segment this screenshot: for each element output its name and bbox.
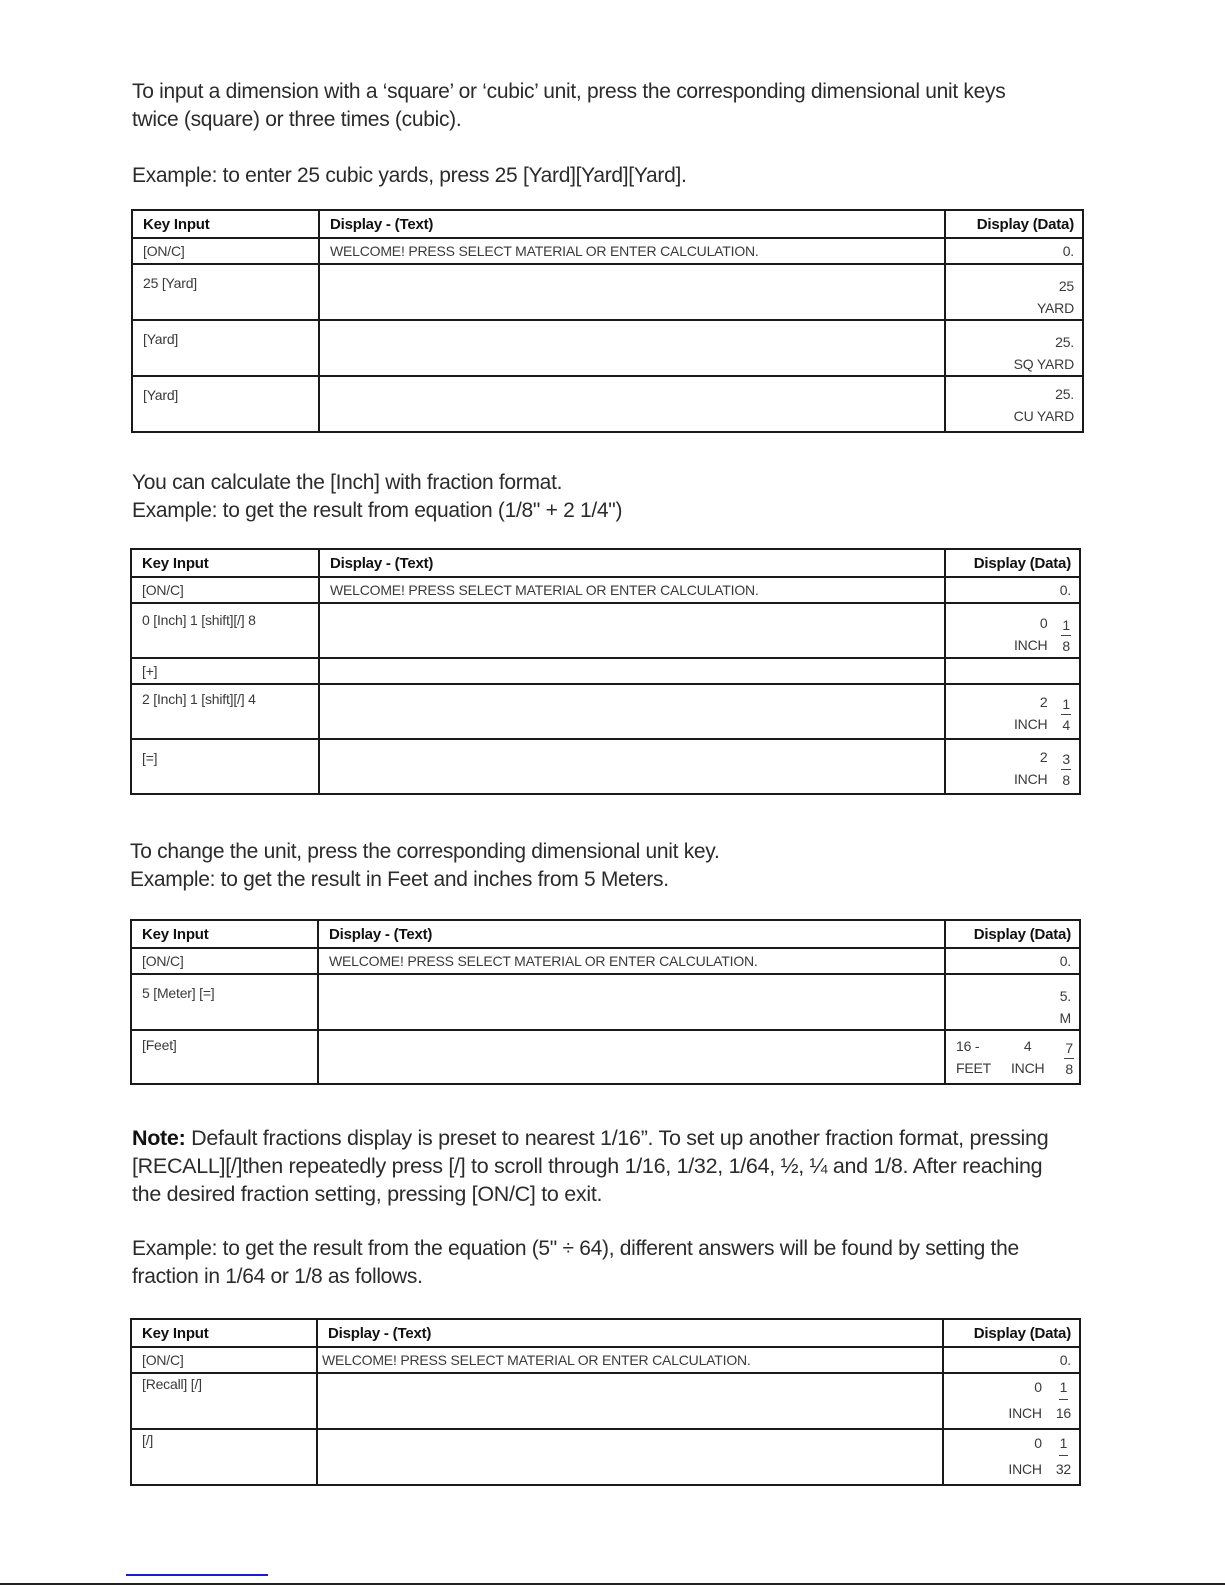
- header-display-data: Display (Data): [945, 210, 1083, 238]
- display-data-cell: [945, 684, 1080, 739]
- table-row: [131, 1429, 1080, 1485]
- fraction-numerator: 3: [1061, 750, 1071, 770]
- header-key-input: Key Input: [131, 549, 319, 577]
- header-display-text: Display - (Text): [318, 920, 945, 948]
- display-data-cell: 0.: [945, 577, 1080, 603]
- display-unit: CU YARD: [1013, 408, 1074, 424]
- key-input-cell: [=]: [131, 739, 319, 794]
- key-input-cell: [Recall] [/]: [131, 1373, 317, 1429]
- display-value: 5.: [1059, 988, 1071, 1004]
- fraction-intro-line-2: Example: to get the result from equation (1/8" + 2 1/4"): [132, 499, 623, 522]
- display-text-cell: [319, 739, 945, 794]
- display-unit: INCH: [1013, 637, 1048, 653]
- table-header-row: [131, 920, 1080, 948]
- display-text-cell: WELCOME! PRESS SELECT MATERIAL OR ENTER CALCULATION.: [318, 948, 945, 974]
- table-row: [131, 948, 1080, 974]
- display-unit: INCH: [1008, 1405, 1042, 1421]
- fraction-setting-line-2: fraction in 1/64 or 1/8 as follows.: [132, 1265, 423, 1288]
- display-text-cell: [319, 320, 945, 376]
- display-data-cell: [945, 320, 1083, 376]
- display-data-cell: 0.: [945, 238, 1083, 264]
- header-key-input: Key Input: [132, 210, 319, 238]
- fraction-denominator: 32: [1055, 1461, 1071, 1477]
- header-display-text: Display - (Text): [319, 549, 945, 577]
- link-underline: [126, 1574, 268, 1576]
- fraction-numerator: 1: [1059, 1431, 1069, 1456]
- intro-paragraph: [132, 78, 1005, 134]
- intro-example: Example: to enter 25 cubic yards, press 25 [Yard][Yard][Yard].: [132, 164, 687, 187]
- display-unit: YARD: [1036, 300, 1074, 316]
- header-display-data: Display (Data): [943, 1319, 1080, 1347]
- header-key-input: Key Input: [131, 920, 318, 948]
- intro-line-2: twice (square) or three times (cubic).: [132, 108, 462, 131]
- table-header-row: [131, 1319, 1080, 1347]
- display-data-cell: 0.: [943, 1347, 1080, 1373]
- table-row: [131, 603, 1080, 658]
- fraction-numerator: 1: [1059, 1375, 1069, 1400]
- display-data-cell: [945, 974, 1080, 1030]
- header-display-text: Display - (Text): [317, 1319, 943, 1347]
- display-unit: INCH: [1013, 771, 1048, 787]
- display-fraction: [1056, 1375, 1071, 1426]
- note-line-1: Default fractions display is preset to nearest 1/16”. To set up another fraction format, pressing: [185, 1126, 1049, 1150]
- display-text-cell: [319, 684, 945, 739]
- display-unit: INCH: [1013, 716, 1048, 732]
- display-data-cell: [945, 739, 1080, 794]
- header-display-data: Display (Data): [945, 549, 1080, 577]
- display-feet: 16 -: [956, 1038, 980, 1054]
- display-data-cell: [943, 1373, 1080, 1429]
- display-text-cell: [317, 1373, 943, 1429]
- note-label: Note:: [132, 1126, 186, 1150]
- table-row: [131, 1373, 1080, 1429]
- inch-fraction-table: [130, 548, 1081, 795]
- fraction-numerator: 1: [1061, 616, 1071, 636]
- key-input-cell: [ON/C]: [131, 1347, 317, 1373]
- display-text-cell: WELCOME! PRESS SELECT MATERIAL OR ENTER CALCULATION.: [317, 1347, 943, 1373]
- header-display-data: Display (Data): [945, 920, 1080, 948]
- display-text-cell: [318, 1030, 945, 1084]
- fraction-setting-table: [130, 1318, 1081, 1486]
- display-unit: INCH: [1008, 1461, 1042, 1477]
- header-key-input: Key Input: [131, 1319, 317, 1347]
- display-text-cell: [319, 264, 945, 320]
- table-row: [131, 577, 1080, 603]
- display-feet-unit: FEET: [956, 1060, 991, 1076]
- display-whole: 2: [1039, 694, 1048, 710]
- note-line-3: the desired fraction setting, pressing [ON/C] to exit.: [132, 1182, 603, 1206]
- fraction-denominator: 8: [1062, 638, 1070, 654]
- table-row: [131, 1347, 1080, 1373]
- unit-change-line-2: Example: to get the result in Feet and inches from 5 Meters.: [130, 868, 669, 891]
- display-fraction: [1061, 750, 1071, 790]
- unit-change-intro: [130, 838, 719, 894]
- fraction-setting-example: [132, 1235, 1019, 1291]
- key-input-cell: [Yard]: [132, 376, 319, 432]
- display-fraction: [1056, 1431, 1071, 1482]
- table-header-row: [131, 549, 1080, 577]
- header-display-text: Display - (Text): [319, 210, 945, 238]
- display-data-cell: [945, 658, 1080, 684]
- key-input-cell: [ON/C]: [132, 238, 319, 264]
- display-unit: SQ YARD: [1013, 356, 1074, 372]
- display-fraction: [1064, 1039, 1074, 1079]
- table-row: [132, 238, 1083, 264]
- display-value: 25: [1058, 278, 1074, 294]
- table-row: [132, 376, 1083, 432]
- display-data-cell: 0.: [945, 948, 1080, 974]
- table-row: [132, 320, 1083, 376]
- display-fraction: [1061, 695, 1071, 735]
- fraction-setting-line-1: Example: to get the result from the equation (5" ÷ 64), different answers will be found by setting the: [132, 1237, 1019, 1260]
- key-input-cell: [Feet]: [131, 1030, 318, 1084]
- table-row: [131, 684, 1080, 739]
- display-fraction: [1061, 616, 1071, 656]
- key-input-cell: 5 [Meter] [=]: [131, 974, 318, 1030]
- display-text-cell: WELCOME! PRESS SELECT MATERIAL OR ENTER CALCULATION.: [319, 577, 945, 603]
- display-inch-unit: INCH: [1010, 1060, 1045, 1076]
- display-text-cell: [317, 1429, 943, 1485]
- display-text-cell: WELCOME! PRESS SELECT MATERIAL OR ENTER CALCULATION.: [319, 238, 945, 264]
- key-input-cell: [Yard]: [132, 320, 319, 376]
- fraction-intro: [132, 469, 622, 525]
- display-data-cell: [945, 603, 1080, 658]
- display-whole: 0: [1039, 615, 1048, 631]
- display-data-cell: [943, 1429, 1080, 1485]
- fraction-numerator: 7: [1064, 1039, 1074, 1059]
- key-input-cell: 0 [Inch] 1 [shift][/] 8: [131, 603, 319, 658]
- display-whole: 2: [1039, 749, 1048, 765]
- display-whole: 0: [1034, 1435, 1042, 1451]
- fraction-numerator: 1: [1061, 695, 1071, 715]
- display-data-cell: [945, 264, 1083, 320]
- note-line-2: [RECALL][/]then repeatedly press [/] to scroll through 1/16, 1/32, 1/64, ½, ¼ and 1/8. After reaching: [132, 1154, 1043, 1178]
- display-data-cell: [945, 376, 1083, 432]
- note-paragraph: [132, 1124, 1048, 1208]
- key-input-cell: 25 [Yard]: [132, 264, 319, 320]
- table-row: [131, 739, 1080, 794]
- display-unit: M: [1059, 1010, 1071, 1026]
- display-inch: 4: [1023, 1038, 1032, 1054]
- display-whole: 0: [1034, 1379, 1042, 1395]
- fraction-denominator: 8: [1065, 1061, 1073, 1077]
- display-value: 25.: [1055, 386, 1074, 402]
- key-input-cell: [ON/C]: [131, 577, 319, 603]
- table-row: [131, 658, 1080, 684]
- cubic-yard-table: [131, 209, 1084, 433]
- key-input-cell: [/]: [131, 1429, 317, 1485]
- display-text-cell: [319, 658, 945, 684]
- key-input-cell: 2 [Inch] 1 [shift][/] 4: [131, 684, 319, 739]
- unit-conversion-table: [130, 919, 1081, 1085]
- fraction-intro-line-1: You can calculate the [Inch] with fraction format.: [132, 471, 563, 494]
- table-row: [132, 264, 1083, 320]
- table-row: [131, 1030, 1080, 1084]
- key-input-cell: [+]: [131, 658, 319, 684]
- display-data-cell: [945, 1030, 1080, 1084]
- display-text-cell: [319, 603, 945, 658]
- key-input-cell: [ON/C]: [131, 948, 318, 974]
- fraction-denominator: 16: [1055, 1405, 1071, 1421]
- fraction-denominator: 8: [1062, 772, 1070, 788]
- table-header-row: [132, 210, 1083, 238]
- table-row: [131, 974, 1080, 1030]
- intro-line-1: To input a dimension with a ‘square’ or ‘cubic’ unit, press the corresponding dimensional unit keys: [132, 80, 1006, 103]
- display-text-cell: [318, 974, 945, 1030]
- display-value: 25.: [1055, 334, 1074, 350]
- unit-change-line-1: To change the unit, press the corresponding dimensional unit key.: [130, 840, 720, 863]
- display-text-cell: [319, 376, 945, 432]
- fraction-denominator: 4: [1062, 717, 1070, 733]
